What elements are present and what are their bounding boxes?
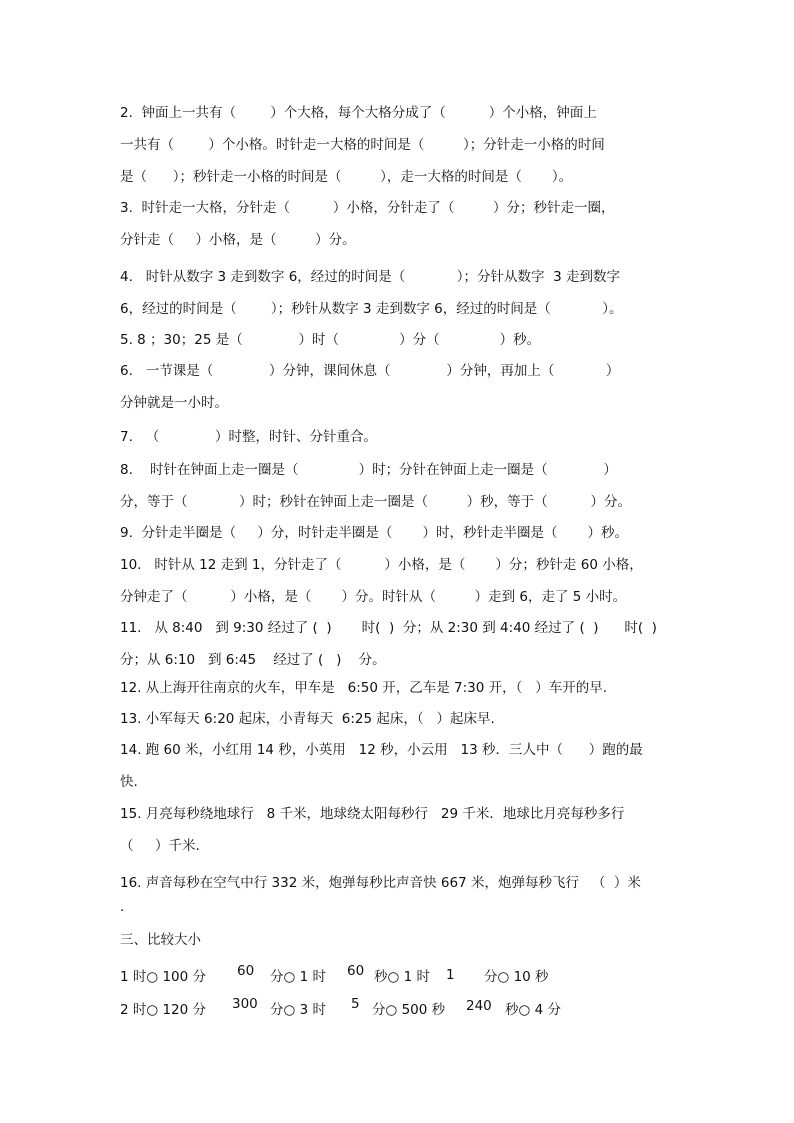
section-3-heading: 三、比较大小 — [120, 932, 201, 948]
q14-line-1: 14. 跑 60 米，小红用 14 秒，小英用 12 秒，小云用 13 秒．三人中（ ）跑的最 — [120, 742, 643, 758]
q12-line: 12. 从上海开往南京的火车，甲车是 6:50 开，乙车是 7:30 开，（ ）车开的早. — [120, 680, 608, 696]
q14-line-2: 快. — [120, 774, 138, 790]
compare-2-d-num: 240 — [466, 998, 492, 1014]
q8-line-2: 分，等于（ ）时；秒针在钟面上走一圈是（ ）秒，等于（ ）分。 — [120, 494, 632, 510]
compare-1-a: 1 时○ 100 分 — [120, 969, 207, 985]
compare-1-b-num: 60 — [237, 963, 255, 979]
compare-1-c-num: 60 — [347, 963, 365, 979]
compare-2-c-num: 5 — [351, 996, 360, 1012]
compare-1-b-rest: 分○ 1 时 — [270, 969, 326, 985]
q6-line-1: 6. 一节课是（ ）分钟，课间休息（ ）分钟，再加上（ ） — [120, 363, 620, 379]
q16-line-1: 16. 声音每秒在空气中行 332 米，炮弹每秒比声音快 667 米，炮弹每秒飞行 （ ）米 — [120, 875, 641, 891]
q4-line-2: 6，经过的时间是（ ）；秒针从数字 3 走到数字 6，经过的时间是（ ）。 — [120, 301, 623, 317]
compare-2-d-rest: 秒○ 4 分 — [505, 1002, 561, 1018]
compare-2-a: 2 时○ 120 分 — [120, 1002, 207, 1018]
q3-line-2: 分针走（ ）小格，是（ ）分。 — [120, 232, 356, 248]
q15-line-2: （ ）千米. — [120, 838, 200, 854]
compare-1-c-rest: 秒○ 1 时 — [374, 969, 430, 985]
q8-line-1: 8. 时针在钟面上走一圈是（ ）时；分针在钟面上走一圈是（ ） — [120, 462, 617, 478]
compare-2-b-rest: 分○ 3 时 — [270, 1002, 326, 1018]
q16-line-2: . — [120, 899, 125, 915]
q2-line-3: 是（ ）；秒针走一小格的时间是（ ），走一大格的时间是（ ）。 — [120, 169, 573, 185]
q6-line-2: 分钟就是一小时。 — [120, 395, 228, 411]
compare-2-c-rest: 分○ 500 秒 — [372, 1002, 446, 1018]
q10-line-1: 10. 时针从 12 走到 1，分针走了（ ）小格，是（ ）分；秒针走 60 小格， — [120, 557, 643, 573]
q2-line-2: 一共有（ ）个小格。时针走一大格的时间是（ ）；分针走一小格的时间 — [120, 137, 605, 153]
q15-line-1: 15. 月亮每秒绕地球行 8 千米，地球绕太阳每秒行 29 千米．地球比月亮每秒多行 — [120, 806, 625, 822]
compare-1-d-num: 1 — [446, 967, 455, 983]
q7-line: 7. （ ）时整，时针、分针重合。 — [120, 429, 378, 445]
q9-line: 9. 分针走半圈是（ ）分，时针走半圈是（ ）时，秒针走半圈是（ ）秒。 — [120, 525, 628, 541]
q13-line: 13. 小军每天 6:20 起床，小青每天 6:25 起床，（ ）起床早. — [120, 711, 495, 727]
compare-2-b-num: 300 — [232, 996, 258, 1012]
q5-line: 5. 8 ；30；25 是（ ）时（ ）分（ ）秒。 — [120, 332, 541, 348]
q4-line-1: 4. 时针从数字 3 走到数字 6，经过的时间是（ ）；分针从数字 3 走到数字 — [120, 269, 621, 285]
compare-1-d-rest: 分○ 10 秒 — [484, 969, 549, 985]
q10-line-2: 分钟走了（ ）小格，是（ ）分。时针从（ ）走到 6，走了 5 小时。 — [120, 589, 627, 605]
q11-line-1: 11. 从 8:40 到 9:30 经过了 ( ) 时( ) 分；从 2:30 到 4:40 经过了 ( ) 时( ) — [120, 620, 657, 636]
q11-line-2: 分；从 6:10 到 6:45 经过了 ( ) 分。 — [120, 652, 386, 668]
q2-line-1: 2. 钟面上一共有（ ）个大格，每个大格分成了（ ）个小格，钟面上 — [120, 105, 597, 121]
q3-line-1: 3. 时针走一大格，分针走（ ）小格，分针走了（ ）分；秒针走一圈， — [120, 200, 615, 216]
